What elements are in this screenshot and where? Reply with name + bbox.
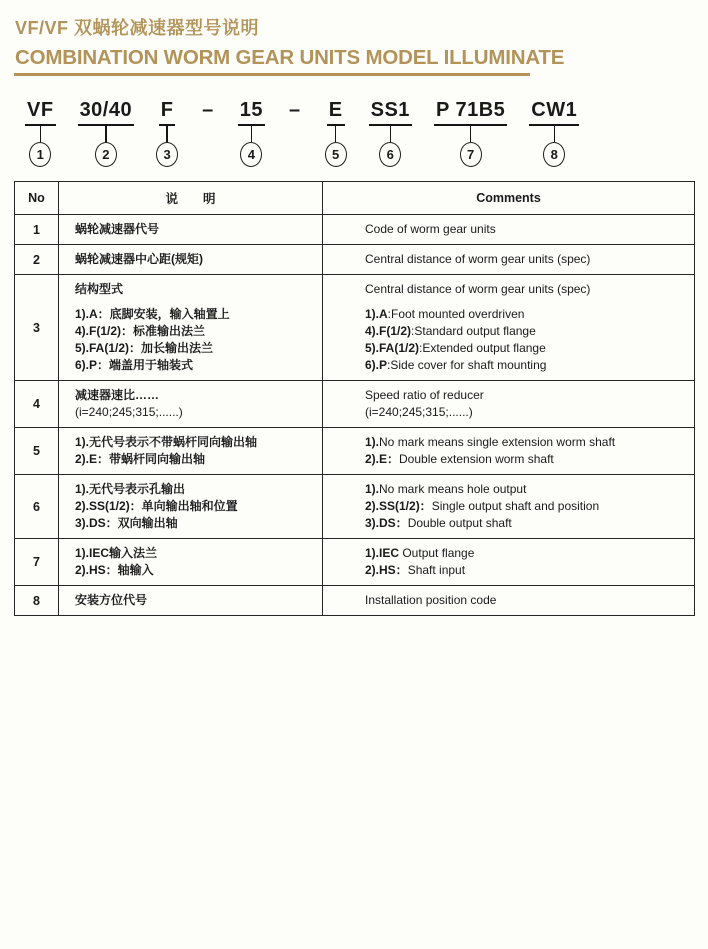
plain-text: Central distance of worm gear units (spec)	[365, 282, 591, 297]
text-line	[75, 434, 312, 451]
text-line	[365, 340, 684, 357]
code-label: 1).A	[365, 307, 388, 322]
text-line	[75, 498, 312, 515]
code-label: 4).F(1/2)	[365, 324, 412, 339]
text-line	[365, 515, 684, 532]
plain-text: (i=240;245;315;......)	[365, 405, 473, 420]
code-label: 蜗轮减速器中心距(规矩)	[75, 252, 203, 267]
title-underline-rule	[14, 73, 530, 76]
text-line	[75, 281, 312, 298]
model-segment-text: –	[202, 99, 214, 122]
plain-text: (i=240;245;315;......)	[75, 405, 183, 420]
code-label: 6).P：端盖用于轴装式	[75, 358, 194, 373]
code-label: 1).无代号表示不带蜗杆同向输出轴	[75, 435, 258, 450]
model-segment	[78, 100, 135, 167]
model-spec-table	[14, 181, 695, 616]
text-line	[365, 434, 684, 451]
plain-text: :Standard output flange	[411, 324, 536, 339]
segment-number-badge: 6	[379, 142, 401, 167]
text-line	[365, 357, 684, 374]
column-header-comments: Comments	[323, 182, 695, 215]
code-label: 2).E：	[365, 452, 400, 467]
code-label: 1).	[365, 482, 380, 497]
description-cell	[59, 381, 323, 428]
plain-text: Output flange	[399, 546, 475, 561]
description-cell	[59, 539, 323, 586]
plain-text: Central distance of worm gear units (spec)	[365, 252, 591, 267]
model-dash-separator	[200, 100, 216, 120]
comments-cell	[323, 245, 695, 275]
text-line	[365, 221, 684, 238]
text-line	[75, 404, 312, 421]
model-code-diagram	[25, 100, 695, 167]
text-line	[365, 545, 684, 562]
text-line	[365, 481, 684, 498]
segment-connector-line	[470, 126, 472, 142]
row-number-cell: 3	[15, 275, 59, 381]
model-segment-text: VF	[25, 100, 56, 126]
text-line	[365, 451, 684, 468]
code-label: 减速器速比……	[75, 388, 160, 403]
plain-text: Code of worm gear units	[365, 222, 496, 237]
segment-connector-line	[554, 126, 556, 142]
plain-text: Double output shaft	[407, 516, 512, 531]
model-segment	[325, 100, 347, 167]
page-title-english: COMBINATION WORM GEAR UNITS MODEL ILLUMINATE	[15, 45, 565, 69]
plain-text: :Side cover for shaft mounting	[387, 358, 547, 373]
row-number-cell: 8	[15, 586, 59, 616]
row-number-cell: 6	[15, 475, 59, 539]
table-row	[15, 215, 695, 245]
table-row	[15, 586, 695, 616]
comments-cell	[323, 428, 695, 475]
model-segment	[156, 100, 178, 167]
description-cell	[59, 586, 323, 616]
segment-connector-line	[166, 126, 168, 142]
comments-cell	[323, 381, 695, 428]
model-segment-text: 30/40	[78, 100, 135, 126]
text-line	[75, 387, 312, 404]
text-line	[75, 592, 312, 609]
text-line	[75, 515, 312, 532]
code-label: 3).DS：	[365, 516, 408, 531]
table-row	[15, 381, 695, 428]
column-header-description: 说 明	[59, 182, 323, 215]
row-number-cell: 1	[15, 215, 59, 245]
code-label: 1).IEC输入法兰	[75, 546, 158, 561]
plain-text: Shaft input	[407, 563, 466, 578]
description-cell	[59, 475, 323, 539]
segment-number-badge: 2	[95, 142, 117, 167]
table-row	[15, 428, 695, 475]
description-cell	[59, 245, 323, 275]
code-label: 2).HS：	[365, 563, 408, 578]
comments-cell	[323, 275, 695, 381]
code-label: 2).E：带蜗杆同向输出轴	[75, 452, 206, 467]
segment-connector-line	[390, 126, 392, 142]
table-row	[15, 245, 695, 275]
plain-text: :Foot mounted overdriven	[387, 307, 525, 322]
model-segment-text: E	[327, 100, 345, 126]
plain-text: No mark means hole output	[379, 482, 527, 497]
model-segment	[434, 100, 507, 167]
model-segment-text: CW1	[529, 100, 579, 126]
page-title-chinese: VF/VF 双蜗轮减速器型号说明	[15, 18, 260, 38]
row-number-cell: 7	[15, 539, 59, 586]
segment-connector-line	[251, 126, 253, 142]
segment-connector-line	[335, 126, 337, 142]
table-body	[15, 215, 695, 616]
text-line	[365, 281, 684, 298]
segment-number-badge: 1	[29, 142, 51, 167]
code-label: 1).A：底脚安装，输入轴置上	[75, 307, 230, 322]
row-number-cell: 4	[15, 381, 59, 428]
column-header-no: No	[15, 182, 59, 215]
description-cell	[59, 428, 323, 475]
row-number-cell: 2	[15, 245, 59, 275]
segment-connector-line	[40, 126, 42, 142]
line-spacer	[75, 298, 312, 306]
segment-number-badge: 5	[325, 142, 347, 167]
code-label: 1).	[365, 435, 380, 450]
text-line	[75, 451, 312, 468]
model-segment-text: F	[159, 100, 176, 126]
text-line	[75, 251, 312, 268]
row-number-cell: 5	[15, 428, 59, 475]
text-line	[365, 323, 684, 340]
table-row	[15, 275, 695, 381]
code-label: 5).FA(1/2)	[365, 341, 420, 356]
text-line	[75, 481, 312, 498]
plain-text: No mark means single extension worm shaft	[379, 435, 616, 450]
code-label: 5).FA(1/2)：加长输出法兰	[75, 341, 214, 356]
comments-cell	[323, 586, 695, 616]
code-label: 4).F(1/2)：标准输出法兰	[75, 324, 206, 339]
model-segment	[529, 100, 579, 167]
table-row	[15, 475, 695, 539]
line-spacer	[365, 298, 684, 306]
model-segment	[369, 100, 412, 167]
segment-number-badge: 3	[156, 142, 178, 167]
text-line	[365, 404, 684, 421]
plain-text: Installation position code	[365, 593, 497, 608]
text-line	[365, 306, 684, 323]
plain-text: Speed ratio of reducer	[365, 388, 484, 403]
code-label: 结构型式	[75, 282, 124, 297]
model-segment	[238, 100, 265, 167]
table-header-row	[15, 182, 695, 215]
text-line	[75, 545, 312, 562]
text-line	[365, 498, 684, 515]
model-segment-text: P 71B5	[434, 100, 507, 126]
plain-text: Single output shaft and position	[431, 499, 600, 514]
plain-text: Double extension worm shaft	[399, 452, 554, 467]
text-line	[75, 357, 312, 374]
code-label: 2).SS(1/2)：	[365, 499, 432, 514]
text-line	[75, 306, 312, 323]
description-cell	[59, 275, 323, 381]
text-line	[365, 592, 684, 609]
text-line	[75, 562, 312, 579]
segment-connector-line	[105, 126, 107, 142]
code-label: 蜗轮减速器代号	[75, 222, 160, 237]
table-row	[15, 539, 695, 586]
text-line	[75, 323, 312, 340]
segment-number-badge: 8	[543, 142, 565, 167]
comments-cell	[323, 215, 695, 245]
code-label: 2).SS(1/2)：单向输出轴和位置	[75, 499, 238, 514]
code-label: 安装方位代号	[75, 593, 148, 608]
code-label: 1).IEC	[365, 546, 400, 561]
code-label: 3).DS：双向输出轴	[75, 516, 178, 531]
text-line	[365, 387, 684, 404]
text-line	[365, 251, 684, 268]
model-segment-text: 15	[238, 100, 265, 126]
description-cell	[59, 215, 323, 245]
text-line	[75, 340, 312, 357]
comments-cell	[323, 539, 695, 586]
plain-text: :Extended output flange	[419, 341, 546, 356]
text-line	[365, 562, 684, 579]
segment-number-badge: 7	[460, 142, 482, 167]
segment-number-badge: 4	[240, 142, 262, 167]
model-segment-text: –	[289, 99, 301, 122]
code-label: 2).HS：轴输入	[75, 563, 154, 578]
model-segment-text: SS1	[369, 100, 412, 126]
code-label: 1).无代号表示孔输出	[75, 482, 186, 497]
text-line	[75, 221, 312, 238]
comments-cell	[323, 475, 695, 539]
model-dash-separator	[287, 100, 303, 120]
model-segment	[25, 100, 56, 167]
code-label: 6).P	[365, 358, 388, 373]
